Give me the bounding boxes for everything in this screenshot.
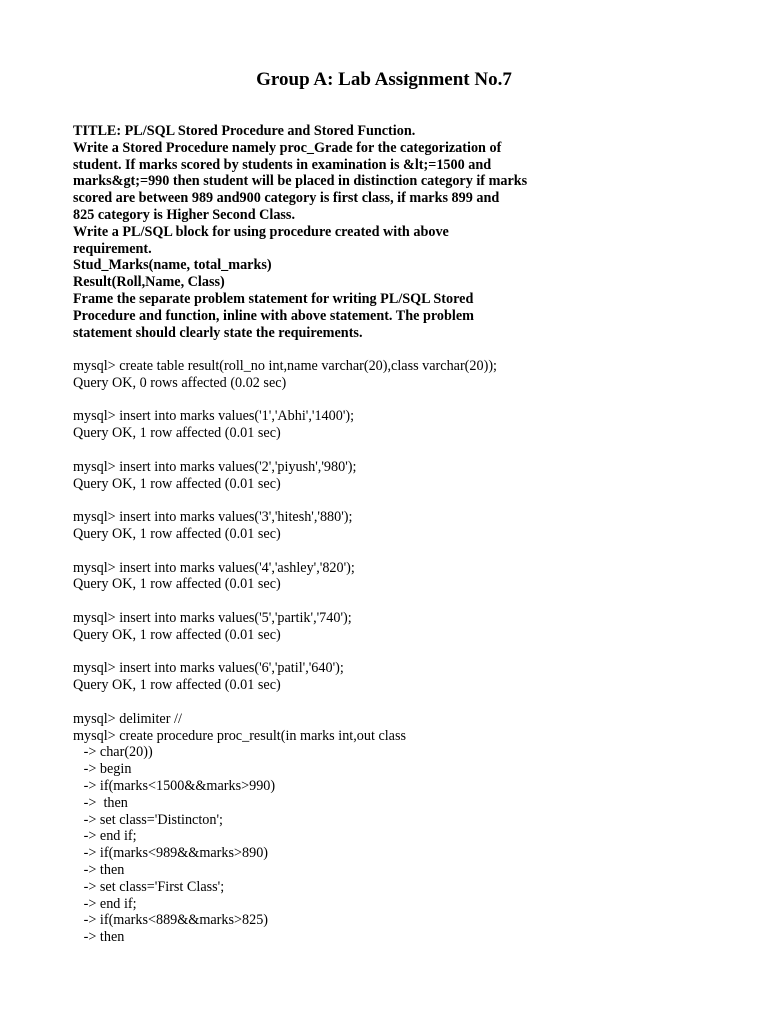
transcript-line [73,543,713,560]
transcript-line: mysql> insert into marks values('1','Abhi','1400'); [73,408,355,425]
statement-line: Write a PL/SQL block for using procedure created with above [73,223,449,240]
transcript-line [73,492,713,509]
transcript-line: Query OK, 1 row affected (0.01 sec) [73,475,281,492]
transcript-line: -> then [73,861,125,878]
statement-line: TITLE: PL/SQL Stored Procedure and Stored Function. [73,123,416,139]
transcript-line: -> if(marks<889&&marks>825) [73,912,269,929]
transcript-line: -> set class='Distincton'; [73,811,223,828]
transcript-line: -> if(marks<1500&&marks>990) [73,777,276,794]
transcript-line: Query OK, 1 row affected (0.01 sec) [73,677,281,694]
transcript-line: -> then [73,794,128,811]
transcript-line: mysql> insert into marks values('4','ashley','820'); [73,559,355,576]
transcript-line: mysql> create table result(roll_no int,name varchar(20),class varchar(20)); [73,358,497,374]
mysql-transcript [73,358,713,946]
transcript-line: Query OK, 1 row affected (0.01 sec) [73,576,281,593]
statement-line: Write a Stored Procedure namely proc_Grade for the categorization of [73,139,502,156]
transcript-line [73,593,713,610]
transcript-line [73,442,713,459]
statement-line: Result(Roll,Name, Class) [73,274,225,291]
transcript-line: mysql> insert into marks values('6','patil','640'); [73,660,344,677]
problem-statement [73,123,593,341]
transcript-line: mysql> insert into marks values('2','piyush','980'); [73,458,357,475]
transcript-line: -> end if; [73,895,137,912]
statement-line: 825 category is Higher Second Class. [73,206,295,223]
transcript-line: -> begin [73,761,132,778]
statement-line: Stud_Marks(name, total_marks) [73,257,272,274]
transcript-line: mysql> create procedure proc_result(in marks int,out class [73,727,407,744]
statement-line: Procedure and function, inline with above statement. The problem [73,307,474,324]
transcript-line: -> then [73,929,125,946]
statement-line: requirement. [73,240,152,257]
transcript-line: -> set class='First Class'; [73,878,225,895]
transcript-line: Query OK, 1 row affected (0.01 sec) [73,425,281,442]
transcript-line: Query OK, 1 row affected (0.01 sec) [73,525,281,542]
transcript-line: -> end if; [73,828,137,845]
transcript-line [73,392,713,409]
transcript-line: Query OK, 1 row affected (0.01 sec) [73,626,281,643]
statement-line: statement should clearly state the requirements. [73,324,363,341]
transcript-line [73,644,713,661]
transcript-line: Query OK, 0 rows affected (0.02 sec) [73,374,287,391]
statement-line: scored are between 989 and900 category is first class, if marks 899 and [73,190,500,207]
transcript-line: -> if(marks<989&&marks>890) [73,845,269,862]
document-title: Group A: Lab Assignment No.7 [256,69,512,90]
transcript-line: mysql> insert into marks values('5','partik','740'); [73,609,352,626]
transcript-line: -> char(20)) [73,744,153,761]
statement-line: Frame the separate problem statement for writing PL/SQL Stored [73,290,474,307]
transcript-line: mysql> insert into marks values('3','hitesh','880'); [73,509,353,526]
statement-line: student. If marks scored by students in examination is &lt;=1500 and [73,156,492,173]
transcript-line [73,694,713,711]
statement-line: marks&gt;=990 then student will be placed in distinction category if marks [73,173,528,190]
transcript-line: mysql> delimiter // [73,710,182,727]
